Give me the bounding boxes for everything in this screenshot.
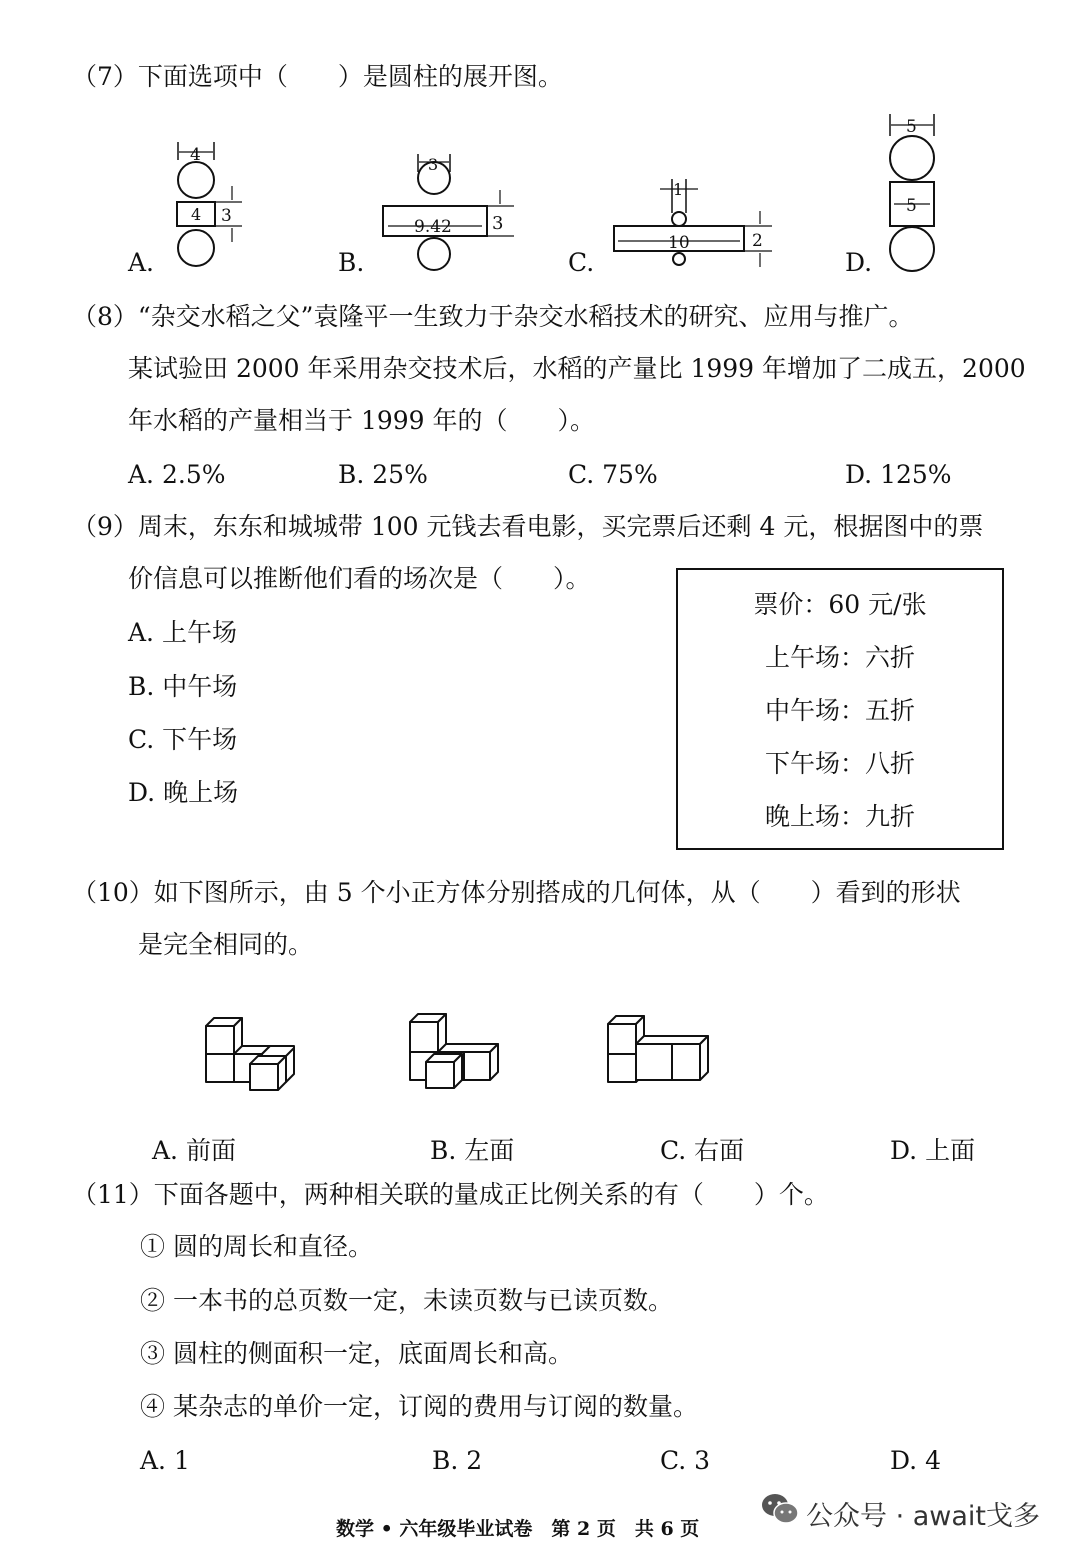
q7-d-top-dim: 5 [906,117,917,137]
price-noon: 中午场：五折 [764,696,915,725]
ticket-price: 票价：60 元/张 [753,590,927,619]
q8-option-a[interactable]: A. 2.5% [128,460,226,489]
wechat-icon [760,1492,800,1526]
cube-figure-3 [604,1012,714,1092]
q7-d-rect-dim: 5 [906,196,917,216]
q9-option-a[interactable]: A. 上午场 [128,618,237,647]
q8-option-d[interactable]: D. 125% [845,460,952,489]
q7-c-rect-h-dim: 2 [752,231,763,251]
price-afternoon: 下午场：八折 [764,749,915,778]
q11-item-4: ④ 某杂志的单价一定，订阅的费用与订阅的数量。 [140,1392,698,1421]
q7-option-b-label[interactable]: B. [338,248,365,277]
q7-a-rect-w-dim: 4 [191,205,202,224]
q8-option-c[interactable]: C. 75% [568,460,658,489]
q11-item-2: ② 一本书的总页数一定，未读页数与已读页数。 [140,1286,673,1315]
q9-option-c[interactable]: C. 下午场 [128,725,238,754]
q11-option-c[interactable]: C. 3 [660,1446,711,1475]
q11-item-1: ① 圆的周长和直径。 [140,1232,373,1261]
page-footer: 数学 • 六年级毕业试卷 第 2 页 共 6 页 [336,1518,700,1540]
q10-option-c[interactable]: C. 右面 [660,1136,745,1165]
q9-option-b[interactable]: B. 中午场 [128,672,238,701]
q10-option-d[interactable]: D. 上面 [890,1136,976,1165]
q7-option-c-figure[interactable] [610,175,780,275]
ticket-price-box [676,568,1004,850]
q10-option-a[interactable]: A. 前面 [152,1136,236,1165]
price-evening: 晚上场：九折 [764,802,915,831]
q7-a-top-dim: 4 [190,145,201,165]
q7-b-rect-w-dim: 9.42 [414,217,452,237]
q7-option-a-label[interactable]: A. [128,248,155,277]
q7-option-d-figure[interactable] [884,112,954,274]
q8-option-b[interactable]: B. 25% [338,460,428,489]
watermark-text: 公众号 · await戈多 [806,1501,1041,1532]
q11-option-b[interactable]: B. 2 [432,1446,483,1475]
q8-line1: （8）“杂交水稻之父”袁隆平一生致力于杂交水稻技术的研究、应用与推广。 [72,302,914,331]
q7-a-rect-h-dim: 3 [221,206,232,226]
q7-b-rect-h-dim: 3 [492,213,504,234]
q7-c-rect-w-dim: 10 [668,233,690,253]
q9-line2: 价信息可以推断他们看的场次是（ ）。 [128,564,591,593]
q7-option-a-figure[interactable] [170,140,250,275]
q7-b-top-dim: 3 [428,155,439,174]
q10-line1: （10）如下图所示，由 5 个小正方体分别搭成的几何体，从（ ）看到的形状 [72,878,961,907]
q9-line1: （9）周末，东东和城城带 100 元钱去看电影，买完票后还剩 4 元，根据图中的票 [72,512,984,541]
price-morning: 上午场：六折 [764,643,915,672]
q10-option-b[interactable]: B. 左面 [430,1136,515,1165]
q10-line2: 是完全相同的。 [138,930,314,959]
cube-figure-2 [404,1012,504,1092]
cube-figure-1 [200,1012,300,1092]
q8-line3: 年水稻的产量相当于 1999 年的（ ）。 [128,406,596,435]
q7-option-d-label[interactable]: D. [845,248,873,277]
q11-option-a[interactable]: A. 1 [140,1446,190,1475]
q7-option-c-label[interactable]: C. [568,248,595,277]
q7-c-top-dim: 1 [673,180,684,199]
q8-line2: 某试验田 2000 年采用杂交技术后，水稻的产量比 1999 年增加了二成五，2000 [128,354,1026,383]
q11-option-d[interactable]: D. 4 [890,1446,941,1475]
q11-item-3: ③ 圆柱的侧面积一定，底面周长和高。 [140,1339,573,1368]
q7-option-b-figure[interactable] [380,152,520,272]
q11-stem: （11）下面各题中，两种相关联的量成正比例关系的有（ ）个。 [72,1180,829,1209]
q9-option-d[interactable]: D. 晚上场 [128,778,239,807]
q7-stem: （7）下面选项中（ ）是圆柱的展开图。 [72,62,563,91]
